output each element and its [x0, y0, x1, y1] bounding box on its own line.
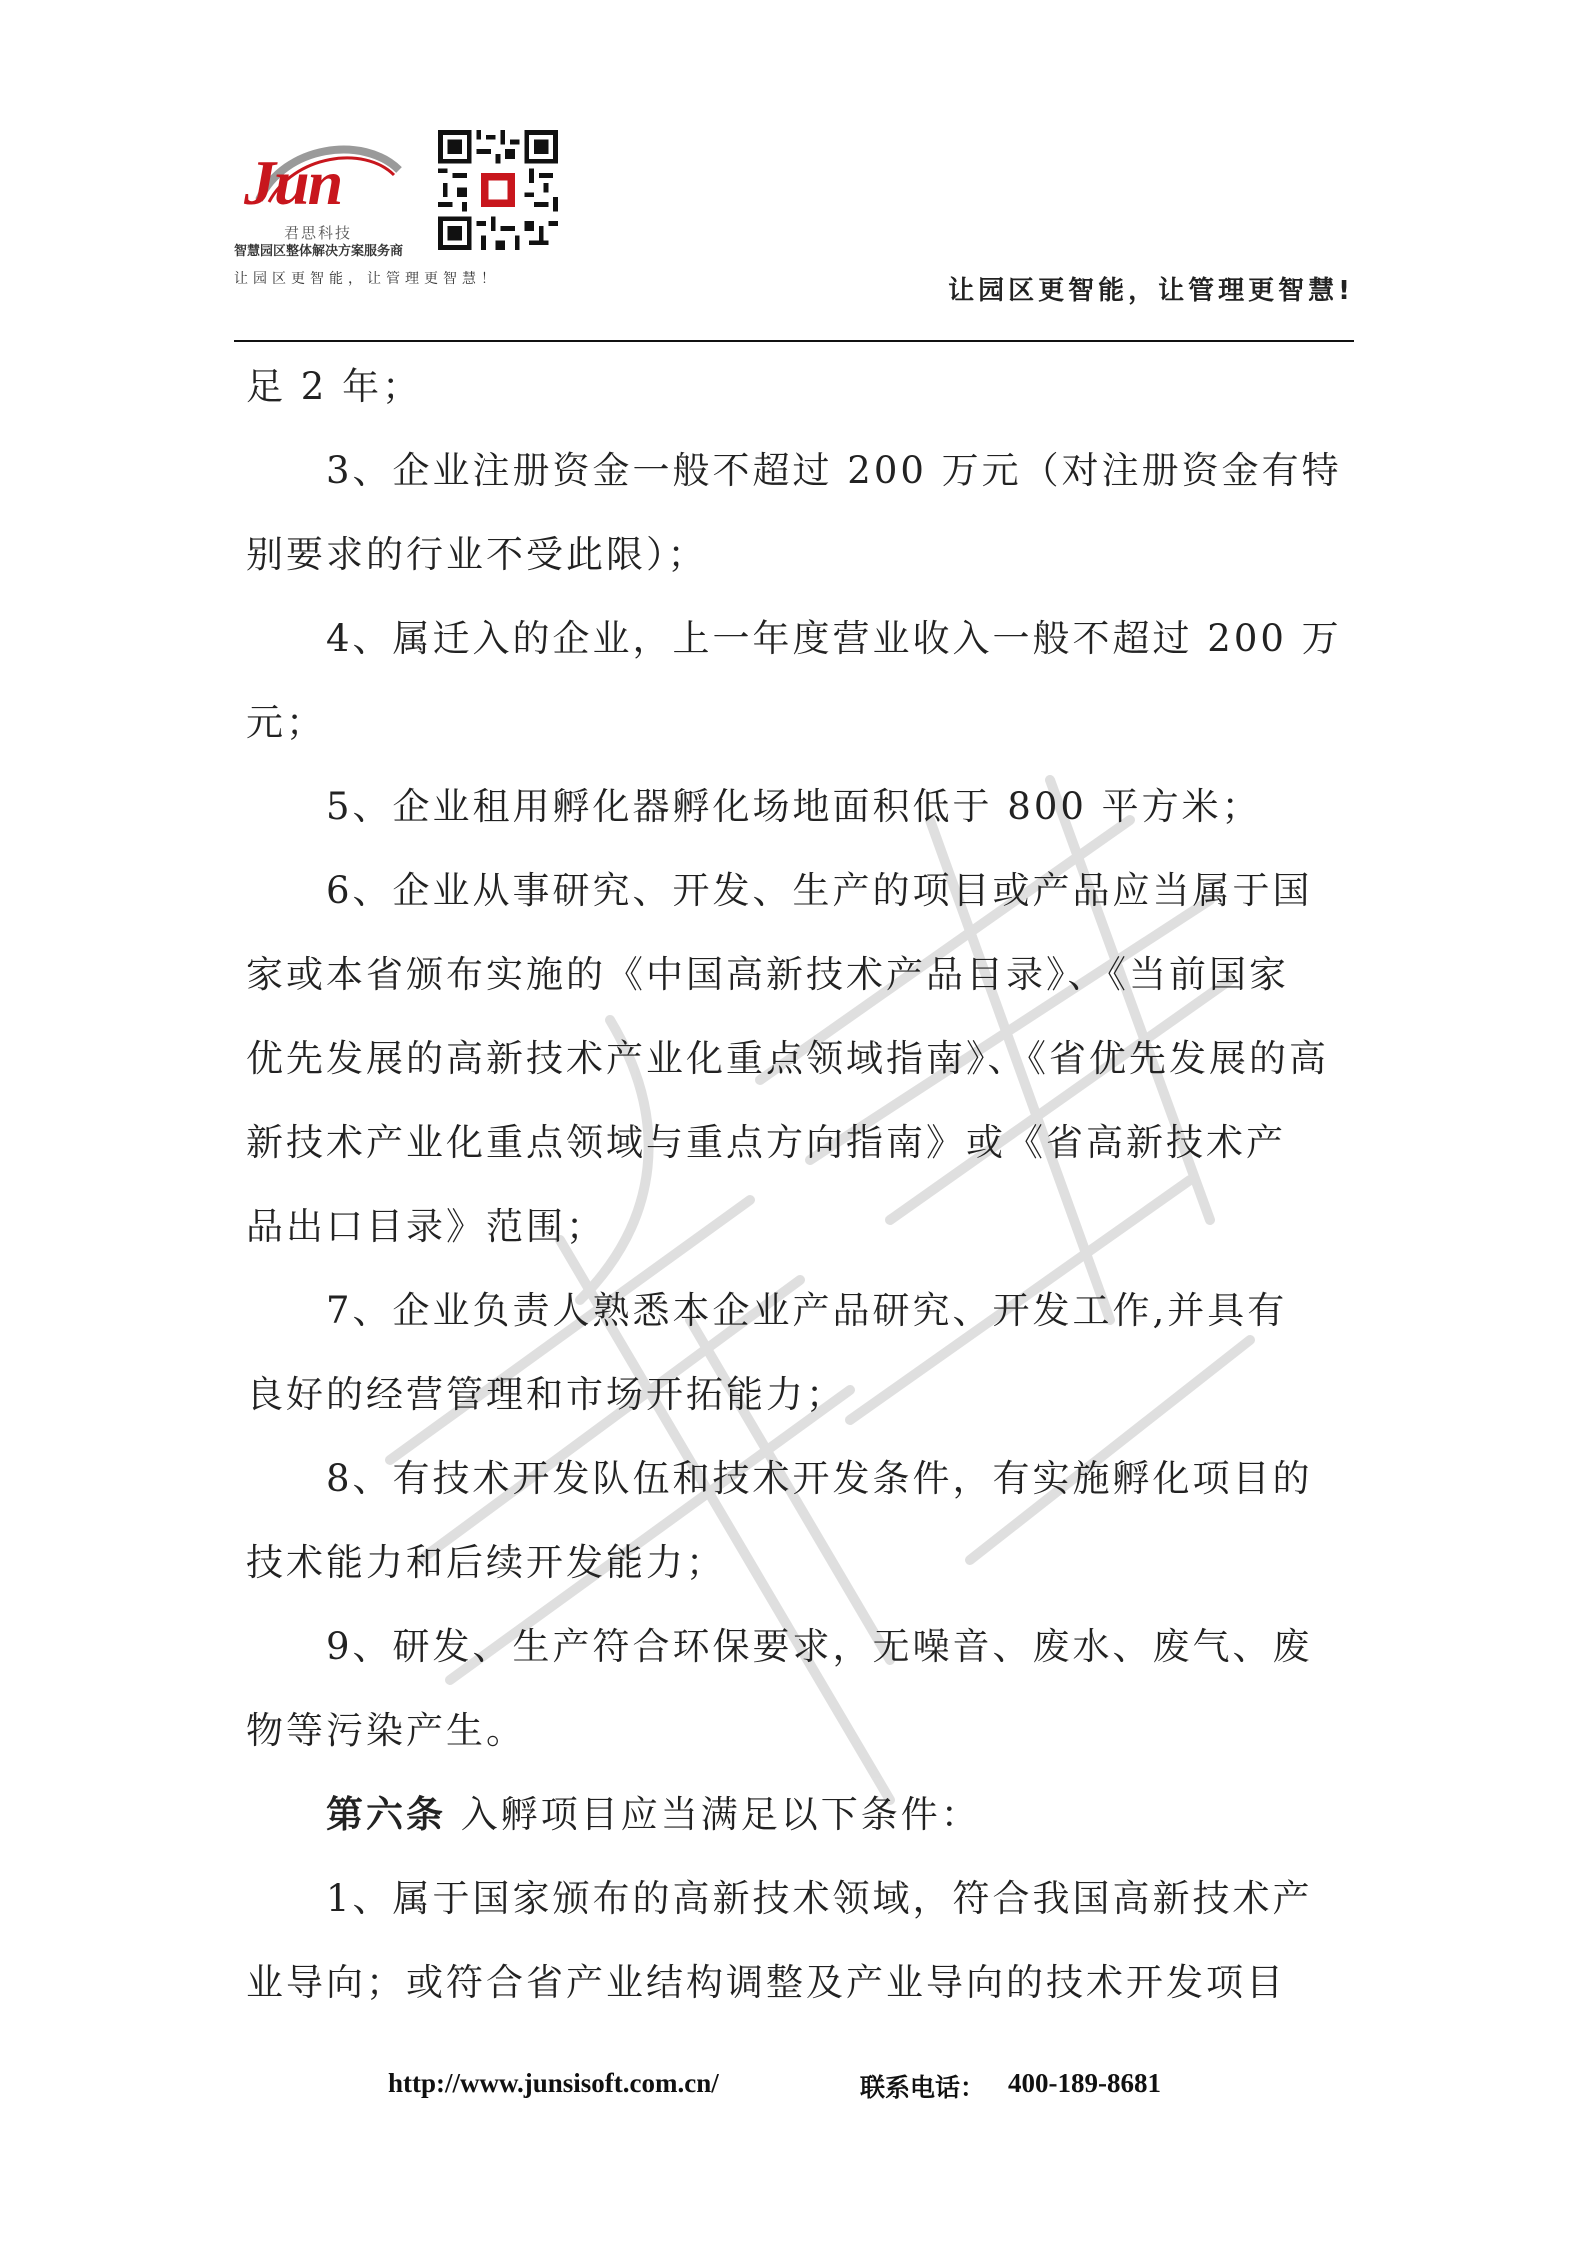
- article-heading-line: [326, 1793, 981, 1836]
- text-line: 8、有技术开发队伍和技术开发条件，有实施孵化项目的: [326, 1457, 1313, 1500]
- qr-code-icon: [438, 130, 558, 250]
- text-line: 5、企业租用孵化器孵化场地面积低于 800 平方米；: [326, 785, 1262, 828]
- text-line: 1、属于国家颁布的高新技术领域，符合我国高新技术产: [326, 1877, 1313, 1920]
- logo-tagline: 智慧园区整体解决方案服务商: [234, 244, 404, 259]
- phone-number: 400-189-8681: [1008, 2068, 1161, 2098]
- text-line: 优先发展的高新技术产业化重点领域指南》、《省优先发展的高: [246, 1037, 1329, 1080]
- text-line: 3、企业注册资金一般不超过 200 万元（对注册资金有特: [326, 449, 1342, 492]
- text-line: 9、研发、生产符合环保要求，无噪音、废水、废气、废: [326, 1625, 1313, 1668]
- text-line: 业导向；或符合省产业结构调整及产业导向的技术开发项目: [246, 1961, 1286, 2004]
- article-label: 第六条: [326, 1793, 446, 1836]
- logo-wordmark: Jun: [244, 147, 342, 218]
- header-slogan: 让园区更智能，让管理更智慧!: [948, 276, 1354, 306]
- logo-slogan: 让园区更智能，让管理更智慧！: [234, 271, 500, 287]
- text-line: 足 2 年；: [246, 365, 423, 408]
- text-line: 6、企业从事研究、开发、生产的项目或产品应当属于国: [326, 869, 1313, 912]
- text-line: 别要求的行业不受此限）；: [246, 533, 708, 576]
- text-line: 物等污染产生。: [246, 1709, 526, 1752]
- header-divider: [234, 340, 1354, 342]
- text-line: 4、属迁入的企业，上一年度营业收入一般不超过 200 万: [326, 617, 1342, 660]
- article-text: 入孵项目应当满足以下条件：: [460, 1793, 981, 1836]
- logo-company-name: 君思科技: [284, 224, 353, 242]
- text-line: 技术能力和后续开发能力；: [246, 1541, 726, 1584]
- text-line: 品出口目录》范围；: [246, 1205, 606, 1248]
- page-header: [234, 120, 1354, 340]
- text-line: 元；: [246, 701, 326, 744]
- website-link[interactable]: http://www.junsisoft.com.cn/: [388, 2068, 719, 2098]
- text-line: 良好的经营管理和市场开拓能力；: [246, 1373, 846, 1416]
- phone-label: 联系电话：: [860, 2073, 986, 2102]
- text-line: 家或本省颁布实施的《中国高新技术产品目录》、《当前国家: [246, 953, 1289, 996]
- text-line: 7、企业负责人熟悉本企业产品研究、开发工作,并具有: [326, 1289, 1288, 1332]
- text-line: 新技术产业化重点领域与重点方向指南》或《省高新技术产: [246, 1121, 1286, 1164]
